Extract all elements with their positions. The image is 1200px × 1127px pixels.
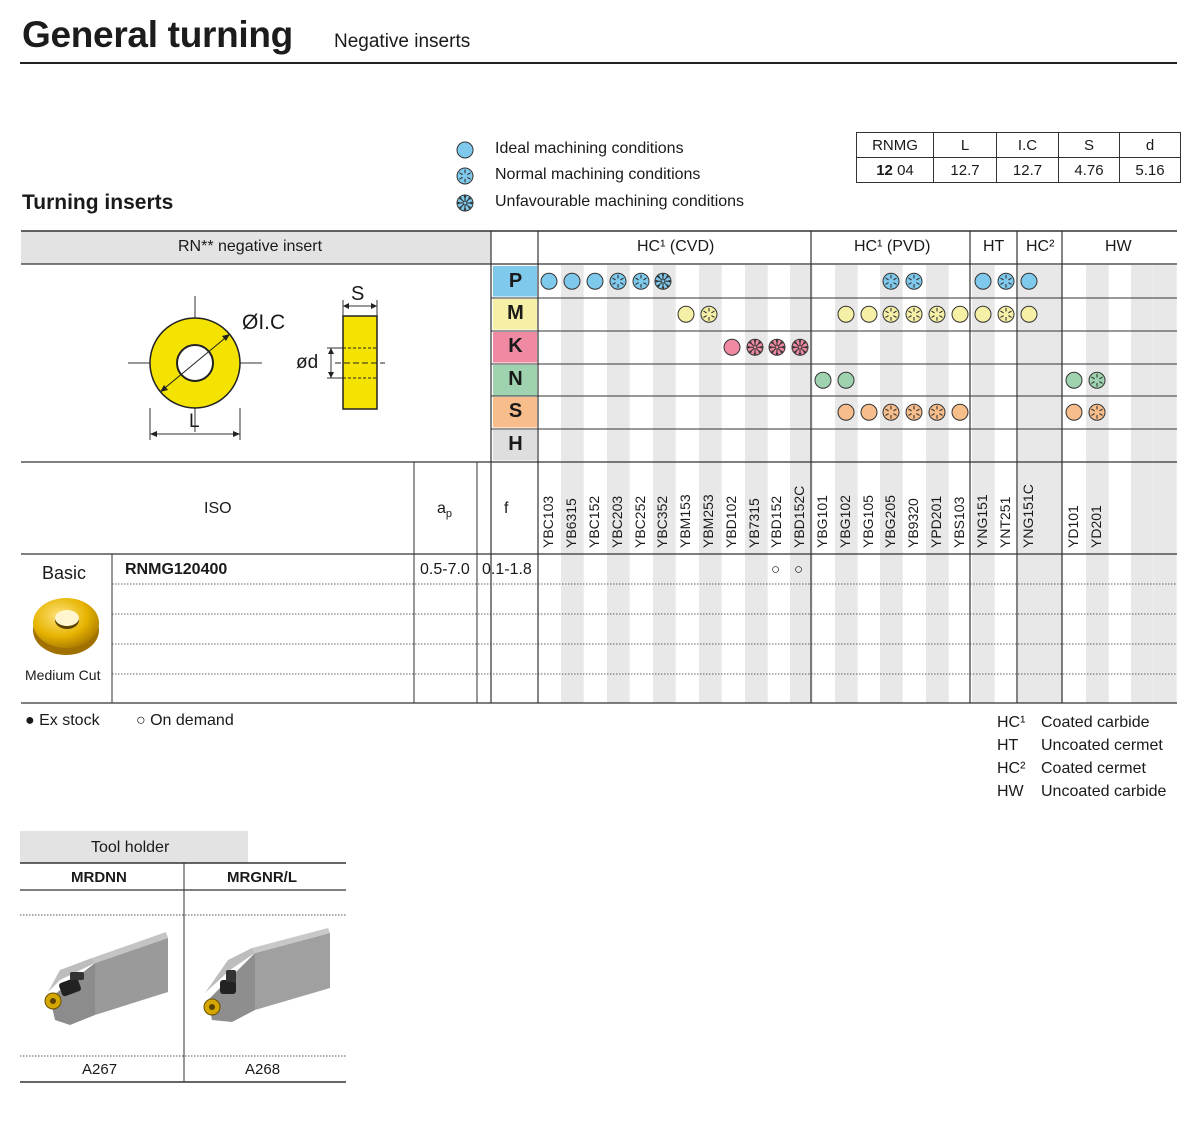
tool-holder-table	[0, 820, 360, 1090]
material-p: P	[508, 270, 523, 292]
group-label-ht: HT	[983, 238, 1005, 255]
l-dimension-label: L	[189, 411, 200, 432]
abbr-code: HT	[997, 737, 1019, 754]
grade-label: YNT251	[997, 496, 1013, 548]
ideal-circle-icon	[838, 306, 854, 322]
ideal-circle-icon	[861, 404, 877, 420]
group-label-pvd: HC¹ (PVD)	[854, 238, 931, 255]
abbr-desc: Coated cermet	[1041, 760, 1146, 777]
spec-value: 12.7	[934, 158, 997, 183]
ap-header-base: a	[437, 500, 446, 517]
grade-label: YNG151C	[1020, 484, 1036, 548]
spec-header: d	[1120, 133, 1181, 158]
grade-label: YBD102	[723, 495, 739, 548]
ideal-circle-icon	[1021, 273, 1037, 289]
f-header: f	[504, 500, 509, 517]
legend-label: Unfavourable machining conditions	[495, 193, 745, 210]
holder-page-a268: A268	[245, 1061, 281, 1078]
spec-header: RNMG	[857, 133, 934, 158]
grade-label: YBG205	[882, 495, 898, 548]
ideal-circle-icon	[724, 339, 740, 355]
page-title: General turning	[22, 14, 293, 55]
product-f: 0.1-1.8	[482, 561, 532, 578]
spec-size-bold: 12	[876, 161, 893, 179]
s-dimension-label: S	[351, 283, 365, 305]
grade-label: YD101	[1065, 505, 1081, 548]
insert-photo	[31, 590, 101, 658]
abbr-desc: Uncoated carbide	[1041, 783, 1167, 800]
grade-label: YBG105	[860, 495, 876, 548]
mrdnn-holder-image	[45, 932, 168, 1025]
page-subtitle: Negative inserts	[334, 31, 471, 52]
ideal-circle-icon	[678, 306, 694, 322]
ideal-circle-icon	[838, 404, 854, 420]
ideal-circle-icon	[564, 273, 580, 289]
stock-mark-ybd152c: ○	[794, 561, 804, 578]
grade-label: YNG151	[974, 494, 990, 548]
abbr-desc: Coated carbide	[1041, 714, 1150, 731]
ideal-circle-icon	[952, 404, 968, 420]
holder-name-mrgnr: MRGNR/L	[227, 869, 297, 886]
ideal-circle-icon	[1021, 306, 1037, 322]
product-code: RNMG120400	[125, 561, 228, 578]
ex-stock-note: ● Ex stock	[25, 712, 100, 729]
grade-label: YB6315	[563, 498, 579, 548]
abbr-code: HC²	[997, 760, 1026, 777]
product-type-label: Basic	[42, 563, 87, 583]
on-demand-note: ○ On demand	[136, 712, 234, 729]
material-s: S	[508, 400, 523, 422]
spec-value: 12.7	[997, 158, 1059, 183]
grade-label: YD201	[1088, 505, 1104, 548]
d-dimension-label: ød	[296, 352, 319, 373]
ideal-circle-icon	[838, 372, 854, 388]
product-ap: 0.5-7.0	[420, 561, 470, 578]
tool-holder-header: Tool holder	[91, 839, 170, 856]
group-label-hw: HW	[1105, 238, 1132, 255]
product-cut-label: Medium Cut	[25, 667, 101, 683]
ideal-circle-icon	[587, 273, 603, 289]
material-h: H	[508, 433, 523, 455]
material-k: K	[508, 335, 523, 357]
spec-value: 4.76	[1059, 158, 1120, 183]
legend-label: Normal machining conditions	[495, 166, 701, 183]
material-m: M	[507, 302, 524, 324]
spec-header: I.C	[997, 133, 1059, 158]
grade-label: YBD152C	[791, 485, 807, 548]
grade-label: YB7315	[746, 498, 762, 548]
ideal-circle-icon	[1066, 372, 1082, 388]
grade-label: YBC352	[654, 495, 670, 548]
grade-label: YBG101	[814, 495, 830, 548]
ap-header-sub: p	[445, 508, 453, 521]
ideal-circle-icon	[975, 273, 991, 289]
ideal-circle-icon	[975, 306, 991, 322]
grade-label: YBS103	[951, 496, 967, 548]
grade-label: YBM253	[700, 494, 716, 548]
ideal-circle-icon	[815, 372, 831, 388]
holder-name-mrdnn: MRDNN	[71, 869, 127, 886]
grade-label: YBC252	[632, 495, 648, 548]
legend-label: Ideal machining conditions	[495, 140, 684, 157]
abbr-code: HC¹	[997, 714, 1026, 731]
grade-label: YB9320	[905, 498, 921, 548]
ideal-circle-icon	[1066, 404, 1082, 420]
material-n: N	[508, 368, 523, 390]
insert-header: RN** negative insert	[178, 238, 323, 255]
abbr-desc: Uncoated cermet	[1041, 737, 1163, 754]
ap-header	[437, 500, 452, 520]
ideal-circle-icon	[861, 306, 877, 322]
stock-mark-ybd152: ○	[771, 561, 781, 578]
grade-label: YBC152	[586, 495, 602, 548]
iso-header: ISO	[204, 500, 232, 517]
grade-label: YBC103	[540, 495, 556, 548]
grade-label: YBC203	[609, 495, 625, 548]
section-title: Turning inserts	[22, 191, 174, 214]
ideal-circle-icon	[952, 306, 968, 322]
mrgnr-holder-image	[204, 928, 330, 1022]
grade-label: YPD201	[928, 495, 944, 548]
spec-value: 5.16	[1120, 158, 1181, 183]
spec-header: L	[934, 133, 997, 158]
group-label-cvd: HC¹ (CVD)	[637, 238, 715, 255]
grade-label: YBM153	[677, 494, 693, 548]
group-label-hc2: HC²	[1026, 238, 1055, 255]
ideal-circle-icon	[541, 273, 557, 289]
grade-label: YBG102	[837, 495, 853, 548]
grade-label: YBD152	[768, 495, 784, 548]
spec-header: S	[1059, 133, 1120, 158]
ic-dimension-label: ØI.C	[242, 311, 286, 334]
holder-page-a267: A267	[82, 1061, 118, 1078]
spec-size-rest: 04	[897, 161, 914, 179]
abbr-code: HW	[997, 783, 1024, 800]
